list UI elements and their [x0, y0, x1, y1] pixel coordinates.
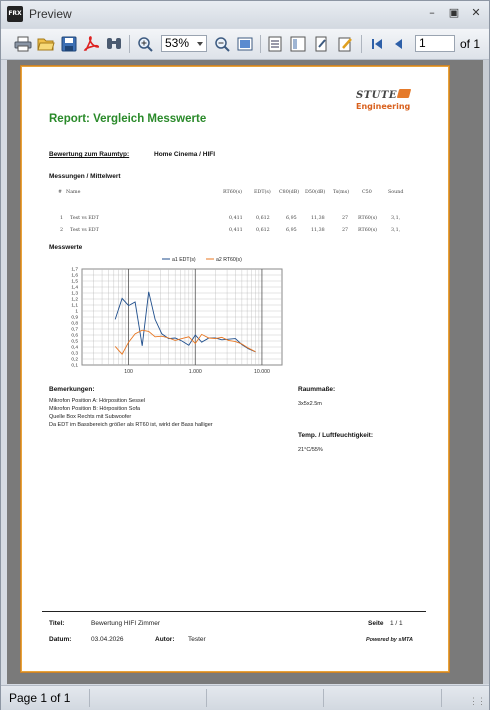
logo-text-top: STUTE: [356, 90, 397, 101]
footer-author-value: Tester: [188, 636, 206, 643]
first-page-icon[interactable]: [367, 34, 387, 54]
y-tick-label: 0,8: [71, 321, 78, 327]
table-cell: 6,95: [286, 216, 297, 221]
y-tick-label: 1: [75, 309, 78, 315]
zoom-value: 53%: [165, 36, 190, 50]
legend-label: a2 RT60(s): [216, 257, 242, 263]
table-cell: RT60(s): [358, 216, 378, 221]
page-setup-icon[interactable]: [311, 34, 331, 54]
table-cell: RT60(s): [358, 228, 378, 233]
save-icon[interactable]: [59, 34, 79, 54]
table-header-sound: Sound: [388, 190, 404, 195]
zoom-out-icon[interactable]: [212, 34, 232, 54]
measurements-heading: Messungen / Mittelwert: [49, 173, 121, 180]
rating-value: Home Cinema / HIFI: [154, 151, 216, 158]
window-title: Preview: [29, 7, 72, 21]
toolbar: [1, 29, 489, 60]
table-cell: 0,612: [256, 228, 270, 233]
remark-line: Mikrofon Position A: Hörposition Sessel: [49, 398, 145, 404]
page-number-input[interactable]: 1: [415, 35, 455, 52]
remark-line: Mikrofon Position B: Hörposition Sofa: [49, 406, 141, 412]
table-cell: 3,1,: [391, 228, 401, 233]
find-icon[interactable]: [104, 34, 124, 54]
table-cell: 6,95: [286, 228, 297, 233]
table-cell: Test vs EDT: [70, 228, 99, 233]
remark-line: Da EDT im Bassbereich größer als RT60 ist, wirkt der Bass halliger: [49, 422, 213, 428]
close-button[interactable]: ✕: [471, 6, 481, 19]
footer-title-label: Titel:: [49, 620, 65, 627]
y-tick-label: 0,9: [71, 315, 78, 321]
x-tick-label: 100: [124, 369, 133, 375]
vertical-scrollbar[interactable]: [483, 60, 489, 684]
zoom-in-icon[interactable]: [135, 34, 155, 54]
logo-text-bottom: Engineering: [356, 102, 411, 111]
table-cell: Test vs EDT: [70, 216, 99, 221]
edit-icon[interactable]: [335, 34, 355, 54]
table-cell: 2: [60, 228, 64, 233]
print-icon[interactable]: [13, 34, 33, 54]
logo-icon: [397, 89, 411, 98]
footer-page-label: Seite: [368, 620, 384, 627]
table-header-d50: D50(dB): [305, 190, 326, 195]
table-header-name: Name: [66, 190, 81, 195]
room-heading: Raummaße:: [298, 386, 336, 393]
y-tick-label: 0,7: [71, 327, 78, 333]
full-screen-icon[interactable]: [235, 34, 255, 54]
table-header-num: #: [58, 190, 63, 195]
resize-grip-icon[interactable]: ⋮⋮: [469, 696, 485, 706]
table-cell: 11,38: [311, 216, 325, 221]
climate-value: 21°C/55%: [298, 447, 323, 453]
y-tick-label: 1,1: [71, 303, 78, 309]
y-tick-label: 0,5: [71, 339, 78, 345]
remark-line: Quelle Box Rechts mit Subwoofer: [49, 414, 132, 420]
table-cell: 1: [60, 216, 64, 221]
fastreport-icon: FRX: [7, 6, 23, 22]
values-heading: Messwerte: [49, 244, 83, 251]
minimize-button[interactable]: –: [429, 6, 435, 19]
y-tick-label: 1,6: [71, 273, 78, 279]
footer-date-label: Datum:: [49, 636, 72, 643]
table-cell: 27: [342, 216, 349, 221]
status-bar: [1, 685, 489, 710]
table-cell: 0,411: [229, 216, 243, 221]
y-tick-label: 1,5: [71, 279, 78, 285]
preview-canvas[interactable]: [7, 60, 483, 684]
footer-title-value: Bewertung HIFI Zimmer: [91, 620, 160, 627]
report-page: [21, 66, 449, 672]
footer-author-label: Autor:: [155, 636, 175, 643]
table-header-c50: C50: [362, 190, 372, 195]
prev-page-icon[interactable]: [389, 34, 409, 54]
y-tick-label: 1,7: [71, 267, 78, 273]
y-tick-label: 1,4: [71, 285, 78, 291]
y-tick-label: 0,6: [71, 333, 78, 339]
y-tick-label: 1,2: [71, 297, 78, 303]
thumbnails-icon[interactable]: [288, 34, 308, 54]
table-cell: 0,612: [256, 216, 270, 221]
measurement-chart: [50, 253, 286, 381]
table-header-ts: Ts(ms): [333, 190, 350, 195]
page-count-label: of 1: [460, 37, 481, 51]
zoom-select[interactable]: [161, 35, 207, 52]
table-header-c80: C80(dB): [279, 190, 300, 195]
table-cell: 0,411: [229, 228, 243, 233]
title-bar: [1, 1, 489, 28]
y-tick-label: 0,3: [71, 351, 78, 357]
rating-label: Bewertung zum Raumtyp:: [49, 151, 130, 158]
footer-date-value: 03.04.2026: [91, 636, 124, 643]
footer-powered: Powered by sMTA: [366, 637, 413, 643]
footer-divider: [42, 611, 426, 612]
open-icon[interactable]: [36, 34, 56, 54]
y-tick-label: 0,2: [71, 357, 78, 363]
chevron-down-icon: [197, 42, 203, 46]
pdf-icon[interactable]: [81, 34, 101, 54]
table-header-edt: EDT(s): [254, 190, 271, 195]
table-header-rt60: RT60(s): [223, 190, 243, 195]
table-cell: 27: [342, 228, 349, 233]
x-tick-label: 1.000: [188, 369, 202, 375]
y-tick-label: 1,3: [71, 291, 78, 297]
status-page-text: Page 1 of 1: [9, 691, 71, 705]
outline-icon[interactable]: [265, 34, 285, 54]
room-value: 3x5x2.5m: [298, 401, 322, 407]
legend-label: a1 EDT(s): [172, 257, 196, 263]
climate-heading: Temp. / Luftfeuchtigkeit:: [298, 432, 373, 439]
table-cell: 3,1,: [391, 216, 401, 221]
table-cell: 11,38: [311, 228, 325, 233]
remarks-heading: Bemerkungen:: [49, 386, 95, 393]
footer-page-value: 1 / 1: [390, 620, 403, 627]
y-tick-label: 0,4: [71, 345, 78, 351]
x-tick-label: 10.000: [253, 369, 270, 375]
report-title: Report: Vergleich Messwerte: [49, 113, 207, 125]
maximize-button[interactable]: ▣: [448, 6, 460, 19]
y-tick-label: 0,1: [71, 363, 78, 369]
